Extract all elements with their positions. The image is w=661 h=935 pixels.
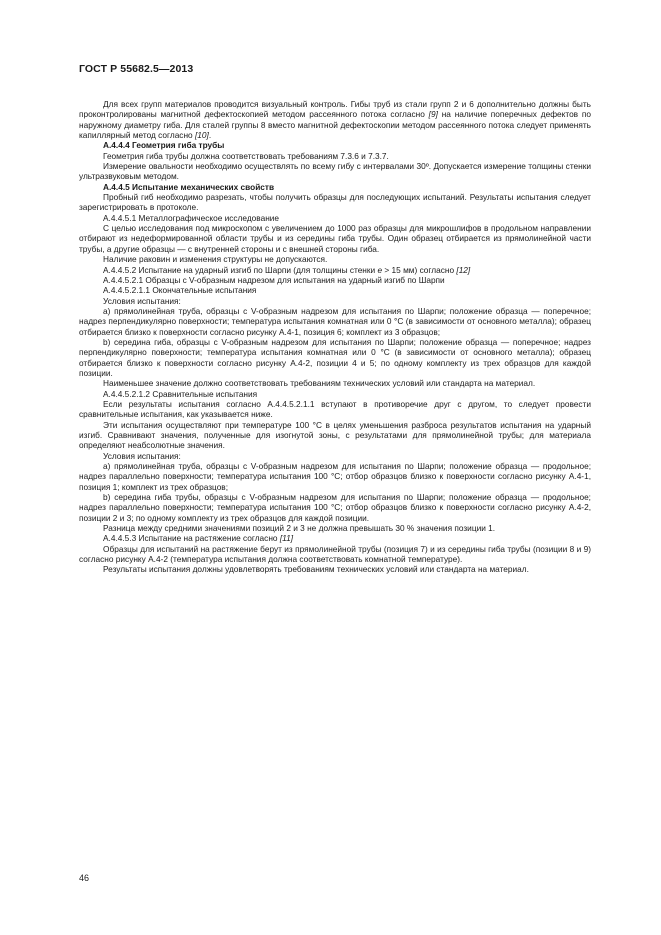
paragraph: Если результаты испытания согласно А.4.4.5.2.1.1 вступают в противоречие друг с другом, то следует провести сравнительные испытания, как указывается ниже. bbox=[79, 398, 591, 420]
paragraph-text: А.4.4.5.3 Испытание на растяжение согласно bbox=[103, 533, 278, 544]
subsection-heading: А.4.4.5.2.1.2 Сравнительные испытания bbox=[103, 388, 258, 399]
list-item: b) середина гиба трубы, образцы с V-образным надрезом для испытания по Шарпи; положение образца — продольное; надрез параллельно поверхности; температура испытания 100 °С; отбор образцов близко к поверхности согласно рисунку А.4-2, позиции 2 и 3; по одному комплекту из трех образцов для каждой позиции. bbox=[79, 492, 591, 523]
page-number: 46 bbox=[79, 873, 90, 883]
reference-link[interactable]: [12] bbox=[456, 264, 471, 275]
paragraph-text: > 15 мм) согласно bbox=[384, 264, 455, 275]
subsection-heading: А.4.4.5.2.1.1 Окончательные испытания bbox=[103, 285, 257, 296]
paragraph: Измерение овальности необходимо осуществлять по всему гибу с интервалами 30º. Допускается измерение толщины стенки ультразвуковым методом. bbox=[79, 161, 591, 182]
subsection-heading bbox=[79, 533, 591, 543]
paragraph: Результаты испытания должны удовлетворять требованиям технических условий или стандарта на материал. bbox=[103, 564, 529, 575]
symbol-e: е bbox=[377, 264, 383, 275]
paragraph: Образцы для испытаний на растяжение берут из прямолинейной трубы (позиция 7) и из середины гиба трубы (позиции 8 и 9) согласно рисунку А.4-2 (температура испытания должна соответствовать комнатной температуре). bbox=[79, 543, 591, 565]
paragraph-text: на наличие поперечных дефектов по наружному диаметру гиба. Для сталей группы 8 вместо магнитной дефектоскопии методом рассеянного потока следует применять капиллярный метод согласно bbox=[79, 109, 592, 141]
reference-link[interactable]: [10] bbox=[194, 130, 209, 141]
subsection-heading bbox=[79, 265, 591, 275]
reference-link[interactable]: [9] bbox=[428, 109, 438, 120]
paragraph: Геометрия гиба трубы должна соответствовать требованиям 7.3.6 и 7.3.7. bbox=[103, 150, 389, 161]
reference-link[interactable]: [11] bbox=[279, 533, 294, 544]
paragraph: Разница между средними значениями позиций 2 и 3 не должна превышать 30 % значения позиции 1. bbox=[103, 523, 496, 534]
list-item: а) прямолинейная труба, образцы с V-образным надрезом для испытания по Шарпи; положение образца — продольное; надрез параллельно поверхности; температура испытания 100 °С; отбор образцов близко к поверхности согласно рисунку А.4-1, позиция 1; комплект из трех образцов; bbox=[79, 461, 591, 492]
paragraph-text: А.4.4.5.2 Испытание на ударный изгиб по Шарпи (для толщины стенки bbox=[103, 264, 376, 275]
paragraph: С целью исследования под микроскопом с увеличением до 1000 раз образцы для микрошлифов в продольном направлении отбирают из недеформированной области трубы и из середины гиба трубы. Один образец отбирается из прямолинейной части трубы, а другие образцы — с внутренней стороны и с внешней стороны гиба. bbox=[79, 223, 591, 254]
section-heading: А.4.4.5 Испытание механических свойств bbox=[103, 181, 275, 192]
list-item: b) середина гиба, образцы с V-образным надрезом для испытания по Шарпи; положение образца — поперечное; надрез перпендикулярно поверхности; температура испытания комнатная или 0 °С (в зависимости от основного металла); образец отбирается близко к поверхности согласно рисунку А.4-2, позиции 4 и 5; по одному комплекту из трех образцов для каждой позиции. bbox=[79, 336, 591, 378]
list-item: а) прямолинейная труба, образцы с V-образным надрезом для испытания по Шарпи; положение образца — поперечное; надрез перпендикулярно поверхности; температура испытания комнатная или 0 °С (в зависимости от основного металла); образец отбирается близко к поверхности согласно рисунку А.4-1, позиция 6; комплект из 3 образцов; bbox=[79, 305, 591, 337]
paragraph-visual-inspection bbox=[79, 99, 591, 140]
section-heading: А.4.4.4 Геометрия гиба трубы bbox=[103, 140, 225, 151]
paragraph-text: Для всех групп материалов проводится визуальный контроль. Гибы труб из стали групп 2 и 6 дополнительно должны быть проконтролированы магнитной дефектоскопией методом рассеянного потока согласно bbox=[79, 99, 591, 120]
paragraph: Условия испытания: bbox=[103, 450, 181, 461]
paragraph: Пробный гиб необходимо разрезать, чтобы получить образцы для последующих испытаний. Результаты испытания следует зарегистрировать в протоколе. bbox=[79, 192, 591, 213]
page-body bbox=[79, 99, 591, 575]
paragraph: Эти испытания осуществляют при температуре 100 °С в целях уменьшения разброса результатов испытания на ударный изгиб. Сравнивают значения, полученные для изогнутой зоны, с результатами для прямолинейной трубы; для материала определяют неабсолютные значения. bbox=[79, 419, 591, 451]
paragraph-text: . bbox=[208, 130, 212, 141]
paragraph: Наименьшее значение должно соответствовать требованиям технических условий или стандарта на материал. bbox=[103, 378, 536, 389]
subsection-heading: А.4.4.5.1 Металлографическое исследование bbox=[103, 212, 280, 223]
paragraph: Условия испытания: bbox=[103, 295, 181, 306]
paragraph: Наличие раковин и изменения структуры не допускаются. bbox=[103, 254, 328, 265]
document-code: ГОСТ Р 55682.5—2013 bbox=[79, 63, 194, 75]
subsection-heading: А.4.4.5.2.1 Образцы с V-образным надрезом для испытания на ударный изгиб по Шарпи bbox=[103, 274, 445, 285]
